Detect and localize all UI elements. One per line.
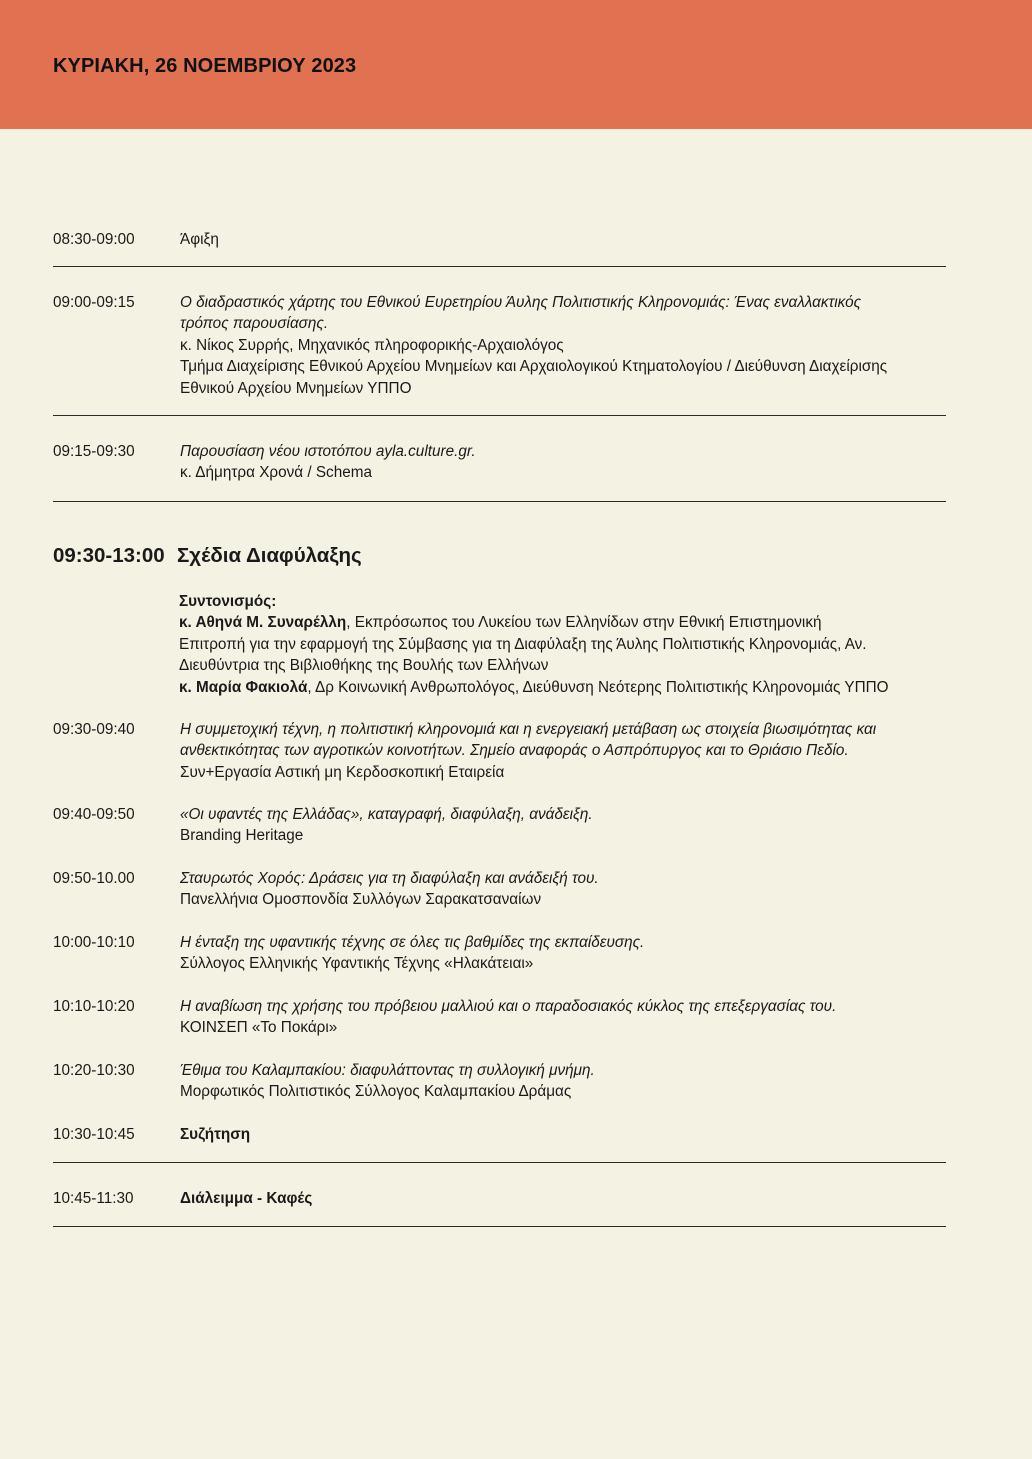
time-slot: 09:15-09:30 — [53, 443, 135, 460]
talk-title: Η συμμετοχική τέχνη, η πολιτιστική κληρονομιά και η ενεργειακή μετάβαση ως στοιχεία βιωσιμότητας και — [180, 721, 877, 738]
presenter: ΚΟΙΝΣΕΠ «Το Ποκάρι» — [180, 1019, 338, 1037]
coordinator-desc: Επιτροπή για την εφαρμογή της Σύμβασης για τη Διαφύλαξη της Άυλης Πολιτιστικής Κληρονομιάς, Αν. — [179, 635, 867, 653]
talk-title: τρόπος παρουσίασης. — [180, 315, 329, 333]
item-content — [180, 868, 950, 911]
time-slot: 09:00-09:15 — [53, 294, 135, 311]
divider — [53, 266, 946, 267]
time-slot: 10:45-11:30 — [53, 1190, 134, 1207]
time-slot: 10:00-10:10 — [53, 934, 135, 951]
divider — [53, 501, 946, 502]
time-slot: 08:30-09:00 — [53, 231, 135, 248]
presenter: Πανελλήνια Ομοσπονδία Συλλόγων Σαρακατσαναίων — [180, 891, 542, 909]
time-slot: 09:40-09:50 — [53, 806, 135, 823]
section-heading — [53, 544, 362, 568]
coordinator-name: κ. Αθηνά Μ. Συναρέλλη — [179, 614, 347, 632]
presenter: Σύλλογος Ελληνικής Υφαντικής Τέχνης «Ηλακάτειαι» — [180, 955, 534, 973]
item-content — [180, 996, 950, 1039]
talk-title: Έθιμα του Καλαμπακίου: διαφυλάττοντας τη συλλογική μνήμη. — [180, 1062, 595, 1079]
divider — [53, 1226, 946, 1227]
coordination-label: Συντονισμός: — [179, 593, 277, 610]
time-slot: 10:10-10:20 — [53, 998, 135, 1015]
item-content — [180, 441, 950, 484]
time-slot: 09:50-10.00 — [53, 870, 135, 887]
talk-title: ανθεκτικότητας των αγροτικών κοινοτήτων. Σημείο αναφοράς ο Ασπρόπυργος και το Θριάσιο Πεδίο. — [180, 742, 849, 760]
page-title: ΚΥΡΙΑΚΗ, 26 ΝΟΕΜΒΡΙΟΥ 2023 — [53, 55, 357, 77]
speaker: κ. Δήμητρα Χρονά / Schema — [180, 464, 372, 482]
affiliation: Εθνικού Αρχείου Μνημείων ΥΠΠΟ — [180, 379, 412, 397]
break-label: Διάλειμμα - Καφές — [180, 1190, 313, 1207]
item-content — [180, 1124, 950, 1145]
header-banner — [0, 0, 1032, 129]
item-content — [180, 719, 950, 783]
presenter: Συν+Εργασία Αστική μη Κερδοσκοπική Εταιρεία — [180, 763, 505, 781]
item-content — [180, 1060, 950, 1103]
section-time: 09:30-13:00 — [53, 544, 165, 567]
discussion-label: Συζήτηση — [180, 1126, 251, 1143]
coordinator-desc: , Εκπρόσωπος του Λυκείου των Ελληνίδων στην Εθνική Επιστημονική — [346, 614, 822, 632]
presenter: Μορφωτικός Πολιτιστικός Σύλλογος Καλαμπακίου Δράμας — [180, 1083, 572, 1101]
talk-title: Η ένταξη της υφαντικής τέχνης σε όλες τις βαθμίδες της εκπαίδευσης. — [180, 934, 645, 951]
coordinator-name: κ. Μαρία Φακιολά — [179, 678, 308, 696]
time-slot: 10:30-10:45 — [53, 1126, 135, 1143]
coordinator-desc: , Δρ Κοινωνική Ανθρωπολόγος, Διεύθυνση Νεότερης Πολιτιστικής Κληρονομιάς ΥΠΠΟ — [307, 678, 889, 696]
divider — [53, 415, 946, 416]
talk-title: Παρουσίαση νέου ιστοτόπου ayla.culture.gr. — [180, 443, 476, 460]
section-title: Σχέδια Διαφύλαξης — [177, 544, 362, 567]
item-content — [180, 932, 950, 975]
talk-title: «Οι υφαντές της Ελλάδας», καταγραφή, διαφύλαξη, ανάδειξη. — [180, 806, 593, 823]
talk-title: Η αναβίωση της χρήσης του πρόβειου μαλλιού και ο παραδοσιακός κύκλος της επεξεργασίας του. — [180, 998, 837, 1015]
presenter: Branding Heritage — [180, 827, 304, 845]
item-content — [180, 1188, 950, 1209]
speaker: κ. Νίκος Συρρής, Μηχανικός πληροφορικής-Αρχαιολόγος — [180, 336, 564, 354]
item-content — [180, 229, 950, 250]
coordination-block — [179, 591, 939, 698]
talk-title: Ο διαδραστικός χάρτης του Εθνικού Ευρετηρίου Άυλης Πολιτιστικής Κληρονομιάς: Ένας εναλλακτικός — [180, 294, 862, 311]
affiliation: Τμήμα Διαχείρισης Εθνικού Αρχείου Μνημείων και Αρχαιολογικού Κτηματολογίου / Διεύθυνση Διαχείρισης — [180, 358, 888, 376]
coordinator-desc: Διευθύντρια της Βιβλιοθήκης της Βουλής των Ελλήνων — [179, 657, 549, 675]
item-text: Άφιξη — [180, 231, 219, 248]
divider — [53, 1162, 946, 1163]
item-content — [180, 804, 950, 847]
time-slot: 10:20-10:30 — [53, 1062, 135, 1079]
talk-title: Σταυρωτός Χορός: Δράσεις για τη διαφύλαξη και ανάδειξή του. — [180, 870, 599, 887]
item-content — [180, 292, 950, 399]
time-slot: 09:30-09:40 — [53, 721, 135, 738]
